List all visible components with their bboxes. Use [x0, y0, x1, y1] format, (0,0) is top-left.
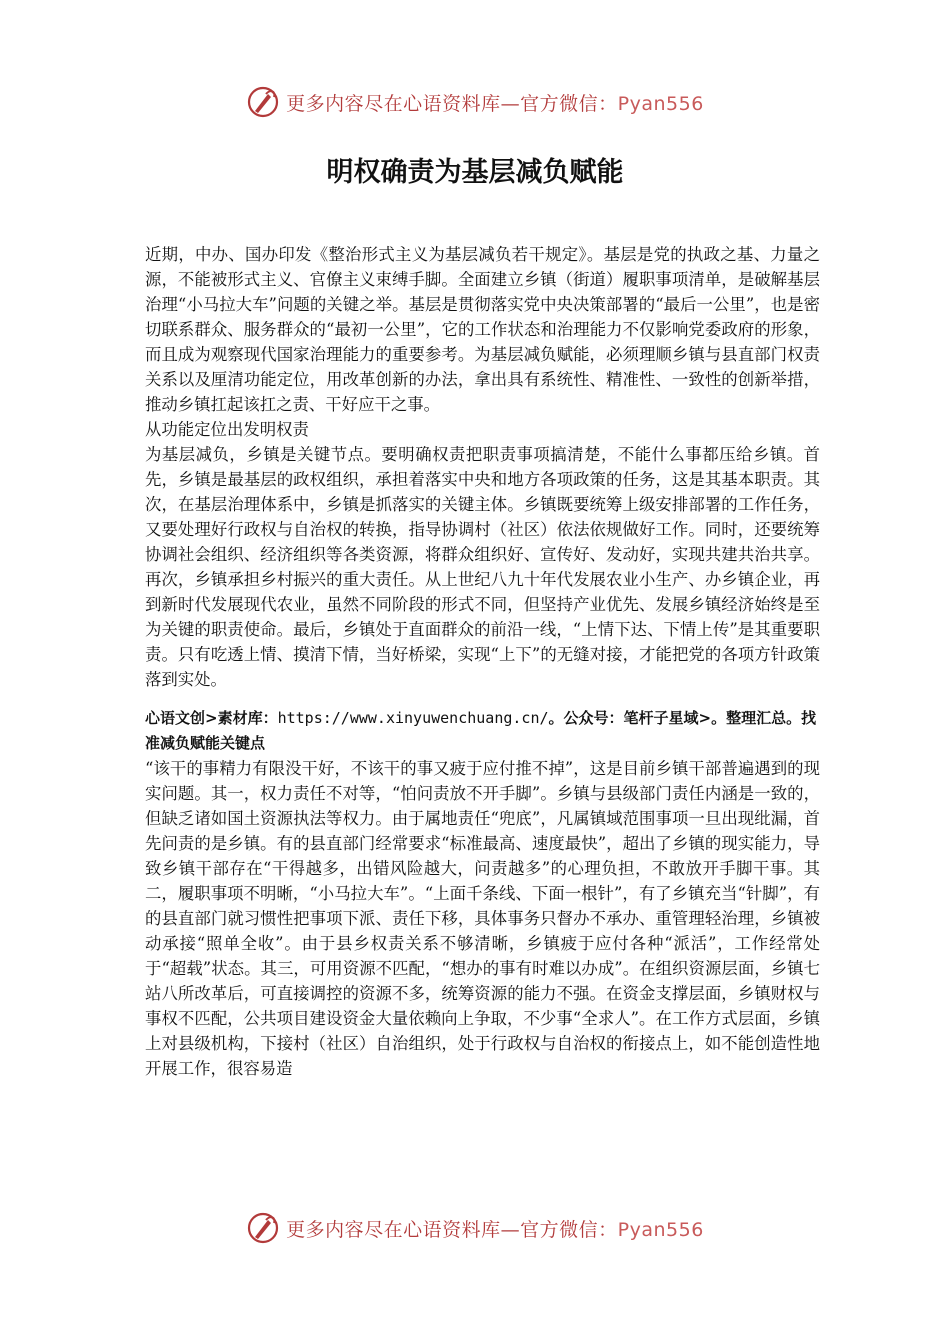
source-url: https://www.xinyuwenchuang.cn/	[277, 709, 549, 727]
intro-paragraph: 近期，中办、国办印发《整治形式主义为基层减负若干规定》。基层是党的执政之基、力量之源，不能被形式主义、官僚主义束缚手脚。全面建立乡镇（街道）履职事项清单，是破解基层治理“小马拉大车”问题的关键之举。基层是贯彻落实党中央决策部署的“最后一公里”，也是密切联系群众、服务群众的“最初一公里”，它的工作状态和治理能力不仅影响党委政府的形象，而且成为观察现代国家治理能力的重要参考。为基层减负赋能，必须理顺乡镇与县直部门权责关系以及厘清功能定位，用改革创新的办法，拿出具有系统性、精准性、一致性的创新举措，推动乡镇扛起该扛之责、干好应干之事。	[145, 245, 820, 414]
watermark-banner-bottom	[0, 1206, 950, 1250]
watermark-banner-top	[0, 80, 950, 124]
document-body	[145, 242, 820, 1081]
section-1-paragraph: 为基层减负，乡镇是关键节点。要明确权责把职责事项搞清楚，不能什么事都压给乡镇。首先，乡镇是最基层的政权组织，承担着落实中央和地方各项政策的任务，这是其基本职责。其次，在基层治理体系中，乡镇是抓落实的关键主体。乡镇既要统筹上级安排部署的工作任务，又要处理好行政权与自治权的转换，指导协调村（社区）依法依规做好工作。同时，还要统筹协调社会组织、经济组织等各类资源，将群众组织好、宣传好、发动好，实现共建共治共享。再次，乡镇承担乡村振兴的重大责任。从上世纪八九十年代发展农业小生产、办乡镇企业，再到新时代发展现代农业，虽然不同阶段的形式不同，但坚持产业优先、发展乡镇经济始终是至为关键的职责使命。最后，乡镇处于直面群众的前沿一线，“上情下达、下情上传”是其重要职责。只有吃透上情、摸清下情，当好桥梁，实现“上下”的无缝对接，才能把党的各项方针政策落到实处。	[145, 445, 820, 689]
watermark-text: 更多内容尽在心语资料库—官方微信：Pyan556	[286, 92, 704, 115]
section-heading-1: 从功能定位出发明权责	[145, 420, 309, 439]
wechat-id: Pyan556	[617, 92, 704, 115]
source-note: 心语文创>素材库：https://www.xinyuwenchuang.cn/。公众号：笔杆子星域>。整理汇总。找准减负赋能关键点	[145, 709, 817, 752]
wechat-id: Pyan556	[617, 1218, 704, 1241]
document-title: 明权确责为基层减负赋能	[326, 157, 624, 188]
watermark-text: 更多内容尽在心语资料库—官方微信：Pyan556	[286, 1218, 704, 1241]
pen-logo-icon	[246, 1211, 280, 1245]
section-2-paragraph: “该干的事精力有限没干好，不该干的事又疲于应付推不掉”，这是目前乡镇干部普遍遇到的现实问题。其一，权力责任不对等，“怕问责放不开手脚”。乡镇与县级部门责任内涵是一致的，但缺乏诸如国土资源执法等权力。由于属地责任“兜底”，凡属镇域范围事项一旦出现纰漏，首先问责的是乡镇。有的县直部门经常要求“标准最高、速度最快”，超出了乡镇的现实能力，导致乡镇干部存在“干得越多，出错风险越大，问责越多”的心理负担，不敢放开手脚干事。其二，履职事项不明晰，“小马拉大车”。“上面千条线、下面一根针”，有了乡镇充当“针脚”，有的县直部门就习惯性把事项下派、责任下移，具体事务只督办不承办、重管理轻治理，乡镇被动承接“照单全收”。由于县乡权责关系不够清晰，乡镇疲于应付各种“派活”，工作经常处于“超载”状态。其三，可用资源不匹配，“想办的事有时难以办成”。在组织资源层面，乡镇七站八所改革后，可直接调控的资源不多，统筹资源的能力不强。在资金支撑层面，乡镇财权与事权不匹配，公共项目建设资金大量依赖向上争取，不少事“全求人”。在工作方式层面，乡镇上对县级机构，下接村（社区）自治组织，处于行政权与自治权的衔接点上，如不能创造性地开展工作，很容易造	[145, 759, 820, 1078]
pen-logo-icon	[246, 85, 280, 119]
